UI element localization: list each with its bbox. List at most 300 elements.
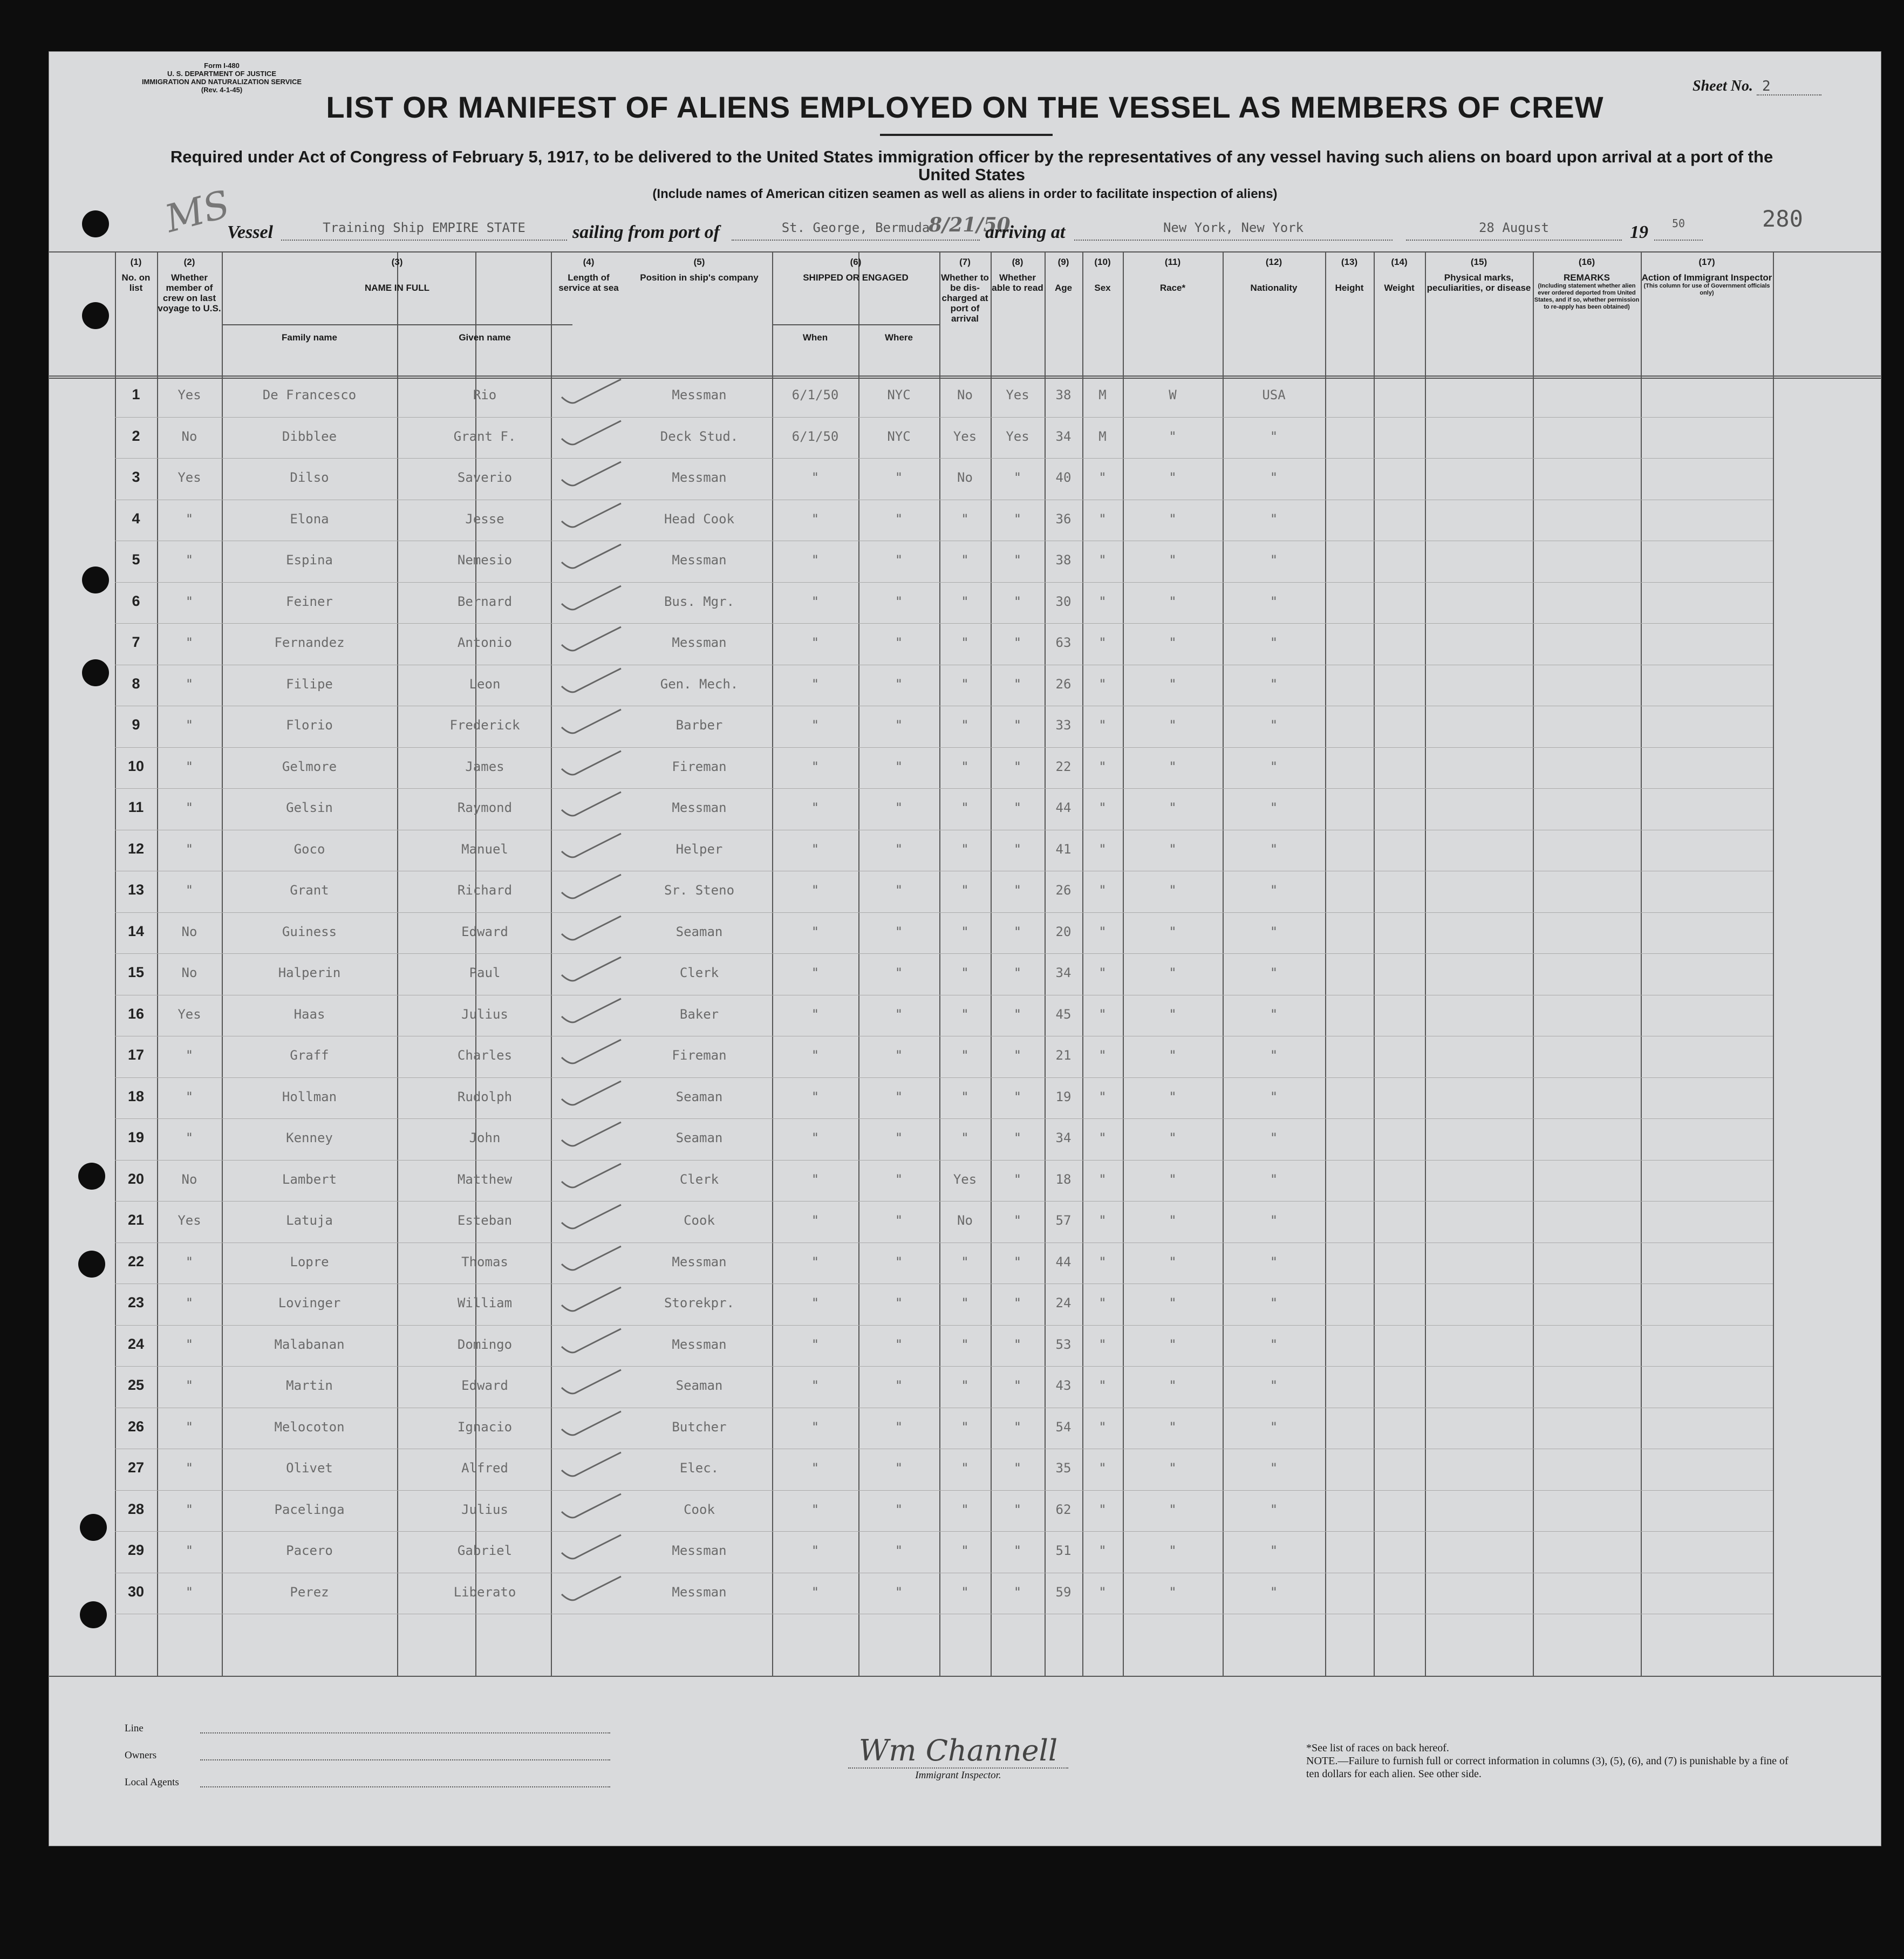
row-number: 12 — [127, 840, 145, 857]
column-number: (5) — [693, 257, 705, 267]
cell-nationality: " — [1270, 428, 1278, 444]
punch-hole — [82, 210, 109, 237]
column-divider — [1425, 251, 1426, 1676]
row-number: 27 — [127, 1459, 145, 1476]
cell-read: Yes — [1006, 428, 1029, 444]
header-text: Race* — [1159, 283, 1186, 293]
checkmark-icon — [556, 1409, 626, 1441]
cell-nationality: " — [1270, 470, 1278, 486]
cell-when: " — [811, 511, 820, 527]
cell-given: Rudolph — [457, 1089, 513, 1104]
cell-position: Sr. Steno — [664, 883, 735, 898]
cell-where: " — [895, 1336, 903, 1352]
cell-age: 34 — [1055, 428, 1072, 444]
cell-nationality: " — [1270, 1336, 1278, 1352]
cell-age: 63 — [1055, 635, 1072, 651]
cell-read: " — [1013, 593, 1022, 609]
cell-read: " — [1013, 1336, 1022, 1352]
cell-nationality: " — [1270, 924, 1278, 939]
cell-age: 35 — [1055, 1460, 1072, 1476]
cell-when: " — [811, 1130, 820, 1146]
cell-age: 43 — [1055, 1378, 1072, 1394]
cell-race: " — [1169, 1501, 1177, 1517]
cell-given: Alfred — [461, 1460, 508, 1476]
cell-family: Pacelinga — [274, 1501, 345, 1517]
cell-read: " — [1013, 1089, 1022, 1104]
cell-race: W — [1169, 387, 1177, 403]
cell-when: " — [811, 1213, 820, 1228]
cell-race: " — [1169, 635, 1177, 651]
cell-sex: " — [1098, 552, 1107, 568]
cell-family: Malabanan — [274, 1336, 345, 1352]
cell-position: Messman — [672, 387, 727, 403]
cell-read: " — [1013, 1419, 1022, 1435]
cell-given: Nemesio — [457, 552, 513, 568]
cell-age: 26 — [1055, 883, 1072, 898]
row-rule — [115, 1077, 1773, 1078]
cell-sex: " — [1098, 759, 1107, 774]
cell-position: Messman — [672, 1336, 727, 1352]
cell-given: Frederick — [449, 718, 520, 733]
cell-nationality: " — [1270, 1048, 1278, 1063]
service: IMMIGRATION AND NATURALIZATION SERVICE — [141, 78, 302, 86]
column-number: (12) — [1265, 257, 1282, 267]
row-rule — [115, 788, 1773, 789]
signature-caption: Immigrant Inspector. — [915, 1770, 1001, 1781]
cell-last: " — [185, 1543, 194, 1559]
cell-discharged: " — [961, 1130, 969, 1146]
cell-read: " — [1013, 1543, 1022, 1559]
cell-discharged: " — [961, 1048, 969, 1063]
cell-sex: " — [1098, 635, 1107, 651]
cell-when: " — [811, 1048, 820, 1063]
cell-last: " — [185, 1130, 194, 1146]
header-nationality — [1223, 257, 1325, 293]
header-family-name — [222, 332, 397, 343]
cell-position: Butcher — [672, 1419, 727, 1435]
cell-read: " — [1013, 841, 1022, 857]
cell-where: " — [895, 593, 903, 609]
cell-family: Goco — [294, 841, 325, 857]
cell-position: Gen. Mech. — [660, 676, 739, 692]
cell-given: Edward — [461, 1378, 508, 1394]
cell-last: " — [185, 1584, 194, 1600]
header-bottom-border — [49, 378, 1881, 379]
row-number: 26 — [127, 1418, 145, 1435]
cell-where: " — [895, 1254, 903, 1269]
department: U. S. DEPARTMENT OF JUSTICE — [167, 70, 276, 78]
header-inspector-action — [1641, 257, 1773, 297]
checkmark-icon — [556, 1202, 626, 1234]
cell-age: 24 — [1055, 1295, 1072, 1311]
row-number: 18 — [127, 1088, 145, 1104]
cell-sex: " — [1098, 1336, 1107, 1352]
checkmark-icon — [556, 583, 626, 616]
cell-last: Yes — [178, 1006, 201, 1022]
header-text: Given name — [459, 332, 511, 343]
footer-fields — [125, 1711, 610, 1792]
column-number: (17) — [1698, 257, 1715, 267]
cell-sex: " — [1098, 1213, 1107, 1228]
row-rule — [115, 623, 1773, 624]
cell-read: " — [1013, 800, 1022, 816]
header-text: REMARKS — [1564, 272, 1610, 283]
cell-discharged: " — [961, 718, 969, 733]
cell-last: " — [185, 841, 194, 857]
cell-age: 34 — [1055, 965, 1072, 981]
cell-read: " — [1013, 883, 1022, 898]
row-number: 5 — [132, 551, 140, 568]
cell-when: " — [811, 841, 820, 857]
header-text: No. on list — [121, 272, 151, 293]
header-where — [858, 332, 939, 343]
local-agents-field — [125, 1765, 610, 1792]
checkmark-icon — [556, 666, 626, 698]
cell-discharged: " — [961, 965, 969, 981]
cell-age: 62 — [1055, 1501, 1072, 1517]
cell-sex: " — [1098, 1460, 1107, 1476]
column-number: (13) — [1341, 257, 1358, 267]
cell-nationality: " — [1270, 1419, 1278, 1435]
cell-when: " — [811, 800, 820, 816]
revision: (Rev. 4-1-45) — [201, 86, 243, 94]
cell-family: De Francesco — [262, 387, 357, 403]
punch-hole — [80, 1601, 107, 1628]
cell-nationality: " — [1270, 511, 1278, 527]
cell-discharged: No — [957, 470, 973, 486]
sailing-label: sailing from port of — [572, 222, 720, 242]
checkmark-icon — [556, 913, 626, 946]
cell-nationality: " — [1270, 1584, 1278, 1600]
cell-age: 57 — [1055, 1213, 1072, 1228]
cell-given: Charles — [457, 1048, 513, 1063]
cell-read: " — [1013, 1378, 1022, 1394]
cell-discharged: No — [957, 1213, 973, 1228]
cell-sex: " — [1098, 1006, 1107, 1022]
vessel-label: Vessel — [227, 222, 273, 242]
cell-given: Thomas — [461, 1254, 508, 1269]
cell-sex: " — [1098, 1378, 1107, 1394]
punch-hole — [82, 566, 109, 593]
cell-age: 45 — [1055, 1006, 1072, 1022]
cell-race: " — [1169, 1130, 1177, 1146]
column-divider — [1773, 251, 1774, 1676]
cell-when: " — [811, 552, 820, 568]
cell-race: " — [1169, 1295, 1177, 1311]
checkmark-icon — [556, 872, 626, 904]
cell-discharged: No — [957, 387, 973, 403]
cell-position: Helper — [675, 841, 723, 857]
cell-discharged: " — [961, 924, 969, 939]
cell-where: " — [895, 759, 903, 774]
column-number: (2) — [183, 257, 195, 267]
cell-where: " — [895, 511, 903, 527]
cell-race: " — [1169, 470, 1177, 486]
cell-given: Grant F. — [453, 428, 516, 444]
row-number: 30 — [127, 1583, 145, 1600]
cell-age: 59 — [1055, 1584, 1072, 1600]
header-discharged — [939, 257, 991, 324]
cell-age: 21 — [1055, 1048, 1072, 1063]
cell-given: Saverio — [457, 470, 513, 486]
cell-when: 6/1/50 — [791, 428, 839, 444]
cell-discharged: " — [961, 1543, 969, 1559]
cell-read: " — [1013, 1584, 1022, 1600]
cell-given: Bernard — [457, 593, 513, 609]
cell-discharged: " — [961, 593, 969, 609]
cell-when: " — [811, 593, 820, 609]
cell-given: John — [469, 1130, 501, 1146]
checkmark-icon — [556, 789, 626, 822]
row-number: 4 — [132, 510, 140, 527]
port-to-field: New York, New York — [1074, 218, 1393, 241]
cell-read: " — [1013, 1130, 1022, 1146]
cell-family: Gelmore — [282, 759, 337, 774]
cell-last: No — [181, 428, 197, 444]
cell-race: " — [1169, 1006, 1177, 1022]
checkmark-icon — [556, 501, 626, 533]
row-rule — [115, 747, 1773, 748]
cell-where: NYC — [887, 428, 911, 444]
cell-discharged: " — [961, 1378, 969, 1394]
cell-when: " — [811, 759, 820, 774]
checkmark-icon — [556, 624, 626, 657]
cell-family: Graff — [290, 1048, 329, 1063]
row-number: 13 — [127, 882, 145, 898]
cell-nationality: " — [1270, 1543, 1278, 1559]
cell-given: Rio — [473, 387, 497, 403]
document-subtitle: Required under Act of Congress of February 5, 1917, to be delivered to the United States immigration officer by the representatives of any vessel having such aliens on board upon arrival at a port of the United States — [170, 147, 1773, 184]
cell-where: " — [895, 883, 903, 898]
manifest-sheet — [49, 51, 1881, 1846]
cell-given: Edward — [461, 924, 508, 939]
cell-last: No — [181, 924, 197, 939]
cell-last: " — [185, 676, 194, 692]
cell-nationality: " — [1270, 883, 1278, 898]
cell-where: " — [895, 470, 903, 486]
cell-sex: M — [1098, 428, 1107, 444]
header-text: Whether able to read — [992, 272, 1043, 293]
line-label: Line — [125, 1723, 144, 1734]
checkmark-icon — [556, 748, 626, 781]
row-rule — [115, 1325, 1773, 1326]
cell-sex: " — [1098, 676, 1107, 692]
cell-nationality: " — [1270, 552, 1278, 568]
sheet-number-label: Sheet No. — [1693, 78, 1753, 94]
punch-hole — [82, 659, 109, 686]
cell-sex: " — [1098, 1171, 1107, 1187]
port-from-field: St. George, Bermuda — [732, 218, 980, 241]
cell-nationality: " — [1270, 1295, 1278, 1311]
cell-read: Yes — [1006, 387, 1029, 403]
cell-discharged: Yes — [953, 428, 977, 444]
column-number: (7) — [959, 257, 971, 267]
cell-family: Halperin — [278, 965, 341, 981]
cell-race: " — [1169, 1171, 1177, 1187]
cell-age: 20 — [1055, 924, 1072, 939]
cell-last: " — [185, 1089, 194, 1104]
cell-family: Fernandez — [274, 635, 345, 651]
cell-sex: " — [1098, 1254, 1107, 1269]
header-remarks — [1533, 257, 1641, 311]
header-sex — [1082, 257, 1123, 293]
column-number: (14) — [1391, 257, 1408, 267]
cell-position: Seaman — [675, 924, 723, 939]
cell-family: Lopre — [290, 1254, 329, 1269]
column-number: (15) — [1470, 257, 1487, 267]
cell-discharged: " — [961, 841, 969, 857]
cell-sex: " — [1098, 1130, 1107, 1146]
cell-family: Guiness — [282, 924, 337, 939]
header-when — [772, 332, 858, 343]
cell-nationality: " — [1270, 965, 1278, 981]
cell-discharged: " — [961, 1006, 969, 1022]
cell-race: " — [1169, 965, 1177, 981]
cell-position: Cook — [684, 1213, 715, 1228]
cell-read: " — [1013, 1254, 1022, 1269]
row-number: 6 — [132, 592, 140, 609]
checkmark-icon — [556, 1326, 626, 1359]
header-text: SHIPPED OR ENGAGED — [803, 272, 909, 283]
row-number: 21 — [127, 1212, 145, 1228]
column-divider — [1533, 251, 1534, 1676]
header-text: Length of service at sea — [558, 272, 619, 293]
cell-read: " — [1013, 1501, 1022, 1517]
cell-position: Messman — [672, 470, 727, 486]
row-number: 20 — [127, 1170, 145, 1187]
owners-field — [125, 1738, 610, 1765]
cell-given: Gabriel — [457, 1543, 513, 1559]
cell-when: " — [811, 635, 820, 651]
cell-discharged: " — [961, 1460, 969, 1476]
cell-given: Richard — [457, 883, 513, 898]
cell-sex: " — [1098, 965, 1107, 981]
header-bottom-border — [49, 376, 1881, 377]
table-top-border — [49, 251, 1881, 252]
cell-age: 54 — [1055, 1419, 1072, 1435]
cell-age: 53 — [1055, 1336, 1072, 1352]
cell-given: Leon — [469, 676, 501, 692]
cell-family: Florio — [286, 718, 333, 733]
cell-race: " — [1169, 1254, 1177, 1269]
row-number: 10 — [127, 757, 145, 774]
line-field — [125, 1711, 610, 1738]
header-age — [1045, 257, 1082, 293]
cell-discharged: " — [961, 676, 969, 692]
punch-hole — [80, 1514, 107, 1541]
cell-race: " — [1169, 1213, 1177, 1228]
cell-nationality: " — [1270, 1006, 1278, 1022]
cell-when: " — [811, 1584, 820, 1600]
cell-family: Martin — [286, 1378, 333, 1394]
cell-nationality: " — [1270, 1378, 1278, 1394]
cell-family: Olivet — [286, 1460, 333, 1476]
cell-race: " — [1169, 1543, 1177, 1559]
cell-sex: " — [1098, 470, 1107, 486]
row-number: 2 — [132, 427, 140, 444]
cell-sex: " — [1098, 511, 1107, 527]
row-rule — [115, 1366, 1773, 1367]
margin-mark: MS — [160, 181, 235, 242]
row-number: 29 — [127, 1542, 145, 1559]
cell-read: " — [1013, 1171, 1022, 1187]
cell-when: 6/1/50 — [791, 387, 839, 403]
cell-age: 44 — [1055, 800, 1072, 816]
row-number: 14 — [127, 923, 145, 939]
cell-read: " — [1013, 635, 1022, 651]
cell-race: " — [1169, 511, 1177, 527]
cell-nationality: " — [1270, 1460, 1278, 1476]
cell-age: 33 — [1055, 718, 1072, 733]
cell-when: " — [811, 1336, 820, 1352]
cell-sex: " — [1098, 924, 1107, 939]
cell-where: " — [895, 1295, 903, 1311]
row-rule — [115, 1531, 1773, 1532]
crew-table — [49, 251, 1881, 1676]
cell-nationality: " — [1270, 1254, 1278, 1269]
local-agents-label: Local Agents — [125, 1777, 179, 1788]
cell-race: " — [1169, 924, 1177, 939]
form-identifier — [130, 62, 313, 94]
header-physical-marks — [1425, 257, 1533, 293]
cell-where: " — [895, 1171, 903, 1187]
cell-age: 44 — [1055, 1254, 1072, 1269]
cell-position: Messman — [672, 552, 727, 568]
row-rule — [115, 1490, 1773, 1491]
inspector-note: (This column for use of Government officials only) — [1643, 283, 1770, 296]
cell-age: 26 — [1055, 676, 1072, 692]
row-number: 15 — [127, 964, 145, 981]
cell-where: " — [895, 1213, 903, 1228]
handwritten-date: 8/21/50 — [929, 214, 1011, 236]
owners-label: Owners — [125, 1750, 157, 1761]
races-note: *See list of races on back hereof. — [1306, 1742, 1449, 1754]
cell-where: " — [895, 924, 903, 939]
header-no-on-list — [115, 257, 157, 293]
cell-last: " — [185, 1501, 194, 1517]
header-text: Nationality — [1250, 283, 1298, 293]
cell-last: Yes — [178, 387, 201, 403]
cell-discharged: " — [961, 759, 969, 774]
cell-given: Julius — [461, 1006, 508, 1022]
cell-discharged: Yes — [953, 1171, 977, 1187]
cell-position: Messman — [672, 800, 727, 816]
header-able-to-read — [991, 257, 1045, 293]
cell-sex: " — [1098, 1048, 1107, 1063]
cell-race: " — [1169, 1089, 1177, 1104]
cell-read: " — [1013, 759, 1022, 774]
cell-where: " — [895, 1543, 903, 1559]
cell-given: Manuel — [461, 841, 508, 857]
cell-race: " — [1169, 718, 1177, 733]
vessel-line — [227, 214, 1738, 250]
header-given-name — [397, 332, 572, 343]
table-bottom-border — [49, 1676, 1881, 1677]
cell-when: " — [811, 883, 820, 898]
shipped-subheader-line — [772, 324, 939, 325]
cell-position: Elec. — [679, 1460, 719, 1476]
cell-discharged: " — [961, 1336, 969, 1352]
header-text: Age — [1054, 283, 1073, 293]
cell-when: " — [811, 1543, 820, 1559]
cell-when: " — [811, 1460, 820, 1476]
sheet-number-value: 2 — [1757, 78, 1821, 95]
checkmark-icon — [556, 1532, 626, 1565]
vessel-name-field: Training Ship EMPIRE STATE — [281, 218, 567, 241]
cell-age: 38 — [1055, 387, 1072, 403]
header-text: NAME IN FULL — [365, 283, 429, 293]
cell-race: " — [1169, 428, 1177, 444]
